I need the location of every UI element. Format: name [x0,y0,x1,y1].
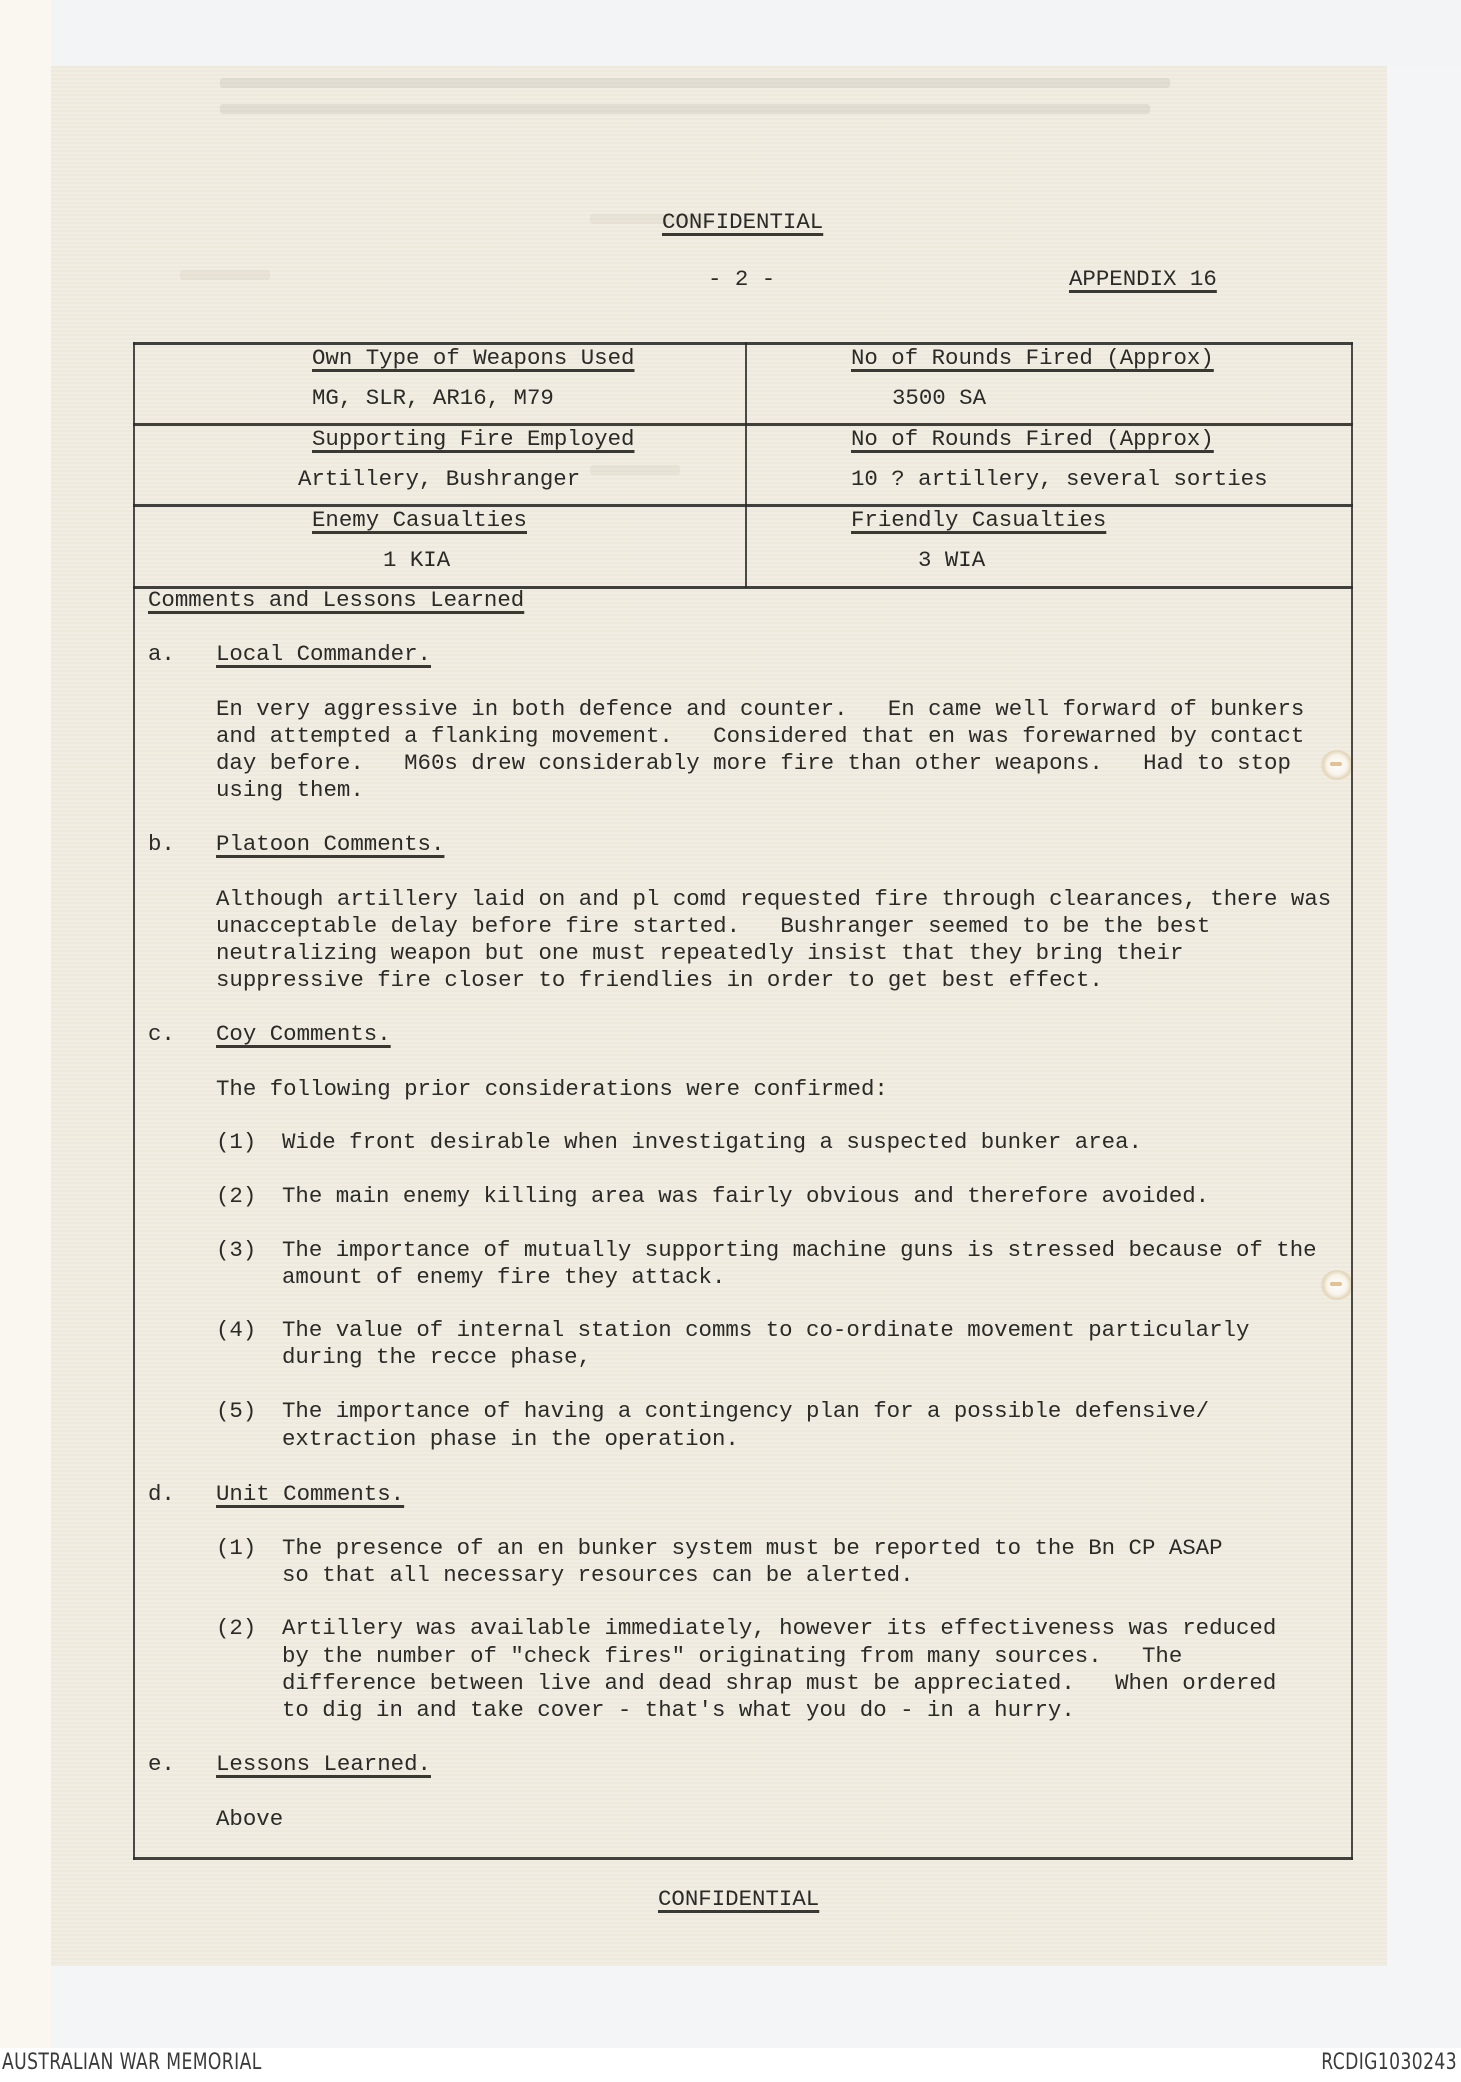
table-border-bottom [133,1857,1353,1860]
section-letter: d. [148,1481,175,1507]
supporting-fire-value: Artillery, Bushranger [298,466,581,492]
page-number: - 2 - [708,266,776,292]
friendly-casualties-heading: Friendly Casualties [851,507,1107,533]
rounds-fired-heading: No of Rounds Fired (Approx) [851,345,1214,371]
table-column-divider [745,342,747,588]
item-line: The importance of having a contingency plan for a possible defensive/ [282,1398,1210,1424]
support-rounds-value: 10 ? artillery, several sorties [851,466,1268,492]
item-number: (2) [216,1615,257,1641]
section-title-platoon-comments: Platoon Comments. [216,831,445,857]
section-letter: b. [148,831,175,857]
section-letter: c. [148,1021,175,1047]
body-line: day before. M60s drew considerably more fire than other weapons. Had to stop [216,750,1291,776]
weapons-used-value: MG, SLR, AR16, M79 [312,385,554,411]
table-border-left [133,342,135,1860]
classification-footer: CONFIDENTIAL [658,1886,820,1912]
item-line: extraction phase in the operation. [282,1426,739,1452]
enemy-casualties-value: 1 KIA [383,547,451,573]
item-line: to dig in and take cover - that's what you do - in a hurry. [282,1697,1075,1723]
weapons-used-heading: Own Type of Weapons Used [312,345,635,371]
body-line: and attempted a flanking movement. Considered that en was forewarned by contact [216,723,1305,749]
item-line: amount of enemy fire they attack. [282,1264,726,1290]
support-rounds-heading: No of Rounds Fired (Approx) [851,426,1214,452]
friendly-casualties-value: 3 WIA [918,547,986,573]
item-line: The value of internal station comms to co-ordinate movement particularly [282,1317,1250,1343]
enemy-casualties-heading: Enemy Casualties [312,507,527,533]
item-line: Artillery was available immediately, however its effectiveness was reduced [282,1615,1277,1641]
classification-header: CONFIDENTIAL [662,209,824,235]
item-line: by the number of "check fires" originating from many sources. The [282,1643,1183,1669]
item-line: during the recce phase, [282,1344,592,1370]
body-line: En very aggressive in both defence and counter. En came well forward of bunkers [216,696,1305,722]
supporting-fire-heading: Supporting Fire Employed [312,426,635,452]
item-number: (1) [216,1129,257,1155]
bleed-through-mark [590,465,680,475]
item-line: The presence of an en bunker system must be reported to the Bn CP ASAP [282,1535,1223,1561]
bleed-through-mark [220,104,1150,114]
body-line: using them. [216,777,364,803]
section-letter: e. [148,1751,175,1777]
section-title-lessons-learned: Lessons Learned. [216,1751,431,1777]
staple-hole [1320,750,1354,780]
comments-heading: Comments and Lessons Learned [148,587,525,613]
item-number: (5) [216,1398,257,1424]
body-intro: The following prior considerations were confirmed: [216,1076,888,1102]
body-line: Although artillery laid on and pl comd requested fire through clearances, there was [216,886,1332,912]
archive-institution: AUSTRALIAN WAR MEMORIAL [2,2050,262,2075]
body-line: Above [216,1806,284,1832]
body-line: unacceptable delay before fire started. Bushranger seemed to be the best [216,913,1211,939]
staple-hole [1320,1270,1354,1300]
table-border-right [1351,342,1353,1860]
section-title-coy-comments: Coy Comments. [216,1021,391,1047]
item-line: The main enemy killing area was fairly obvious and therefore avoided. [282,1183,1210,1209]
item-line: difference between live and dead shrap must be appreciated. When ordered [282,1670,1277,1696]
scan-left-margin [0,0,51,2048]
item-number: (3) [216,1237,257,1263]
bleed-through-mark [220,78,1170,88]
bleed-through-mark [180,270,270,280]
item-number: (1) [216,1535,257,1561]
appendix-label: APPENDIX 16 [1069,266,1217,292]
item-line: Wide front desirable when investigating a suspected bunker area. [282,1129,1142,1155]
section-title-local-commander: Local Commander. [216,641,431,667]
body-line: suppressive fire closer to friendlies in order to get best effect. [216,967,1103,993]
item-number: (2) [216,1183,257,1209]
rounds-fired-value: 3500 SA [892,385,987,411]
section-title-unit-comments: Unit Comments. [216,1481,405,1507]
archive-reference: RCDIG1030243 [1321,2050,1457,2075]
body-line: neutralizing weapon but one must repeatedly insist that they bring their [216,940,1184,966]
section-letter: a. [148,641,175,667]
scan-top-margin [51,0,1461,66]
item-number: (4) [216,1317,257,1343]
item-line: The importance of mutually supporting machine guns is stressed because of the [282,1237,1317,1263]
item-line: so that all necessary resources can be alerted. [282,1562,914,1588]
